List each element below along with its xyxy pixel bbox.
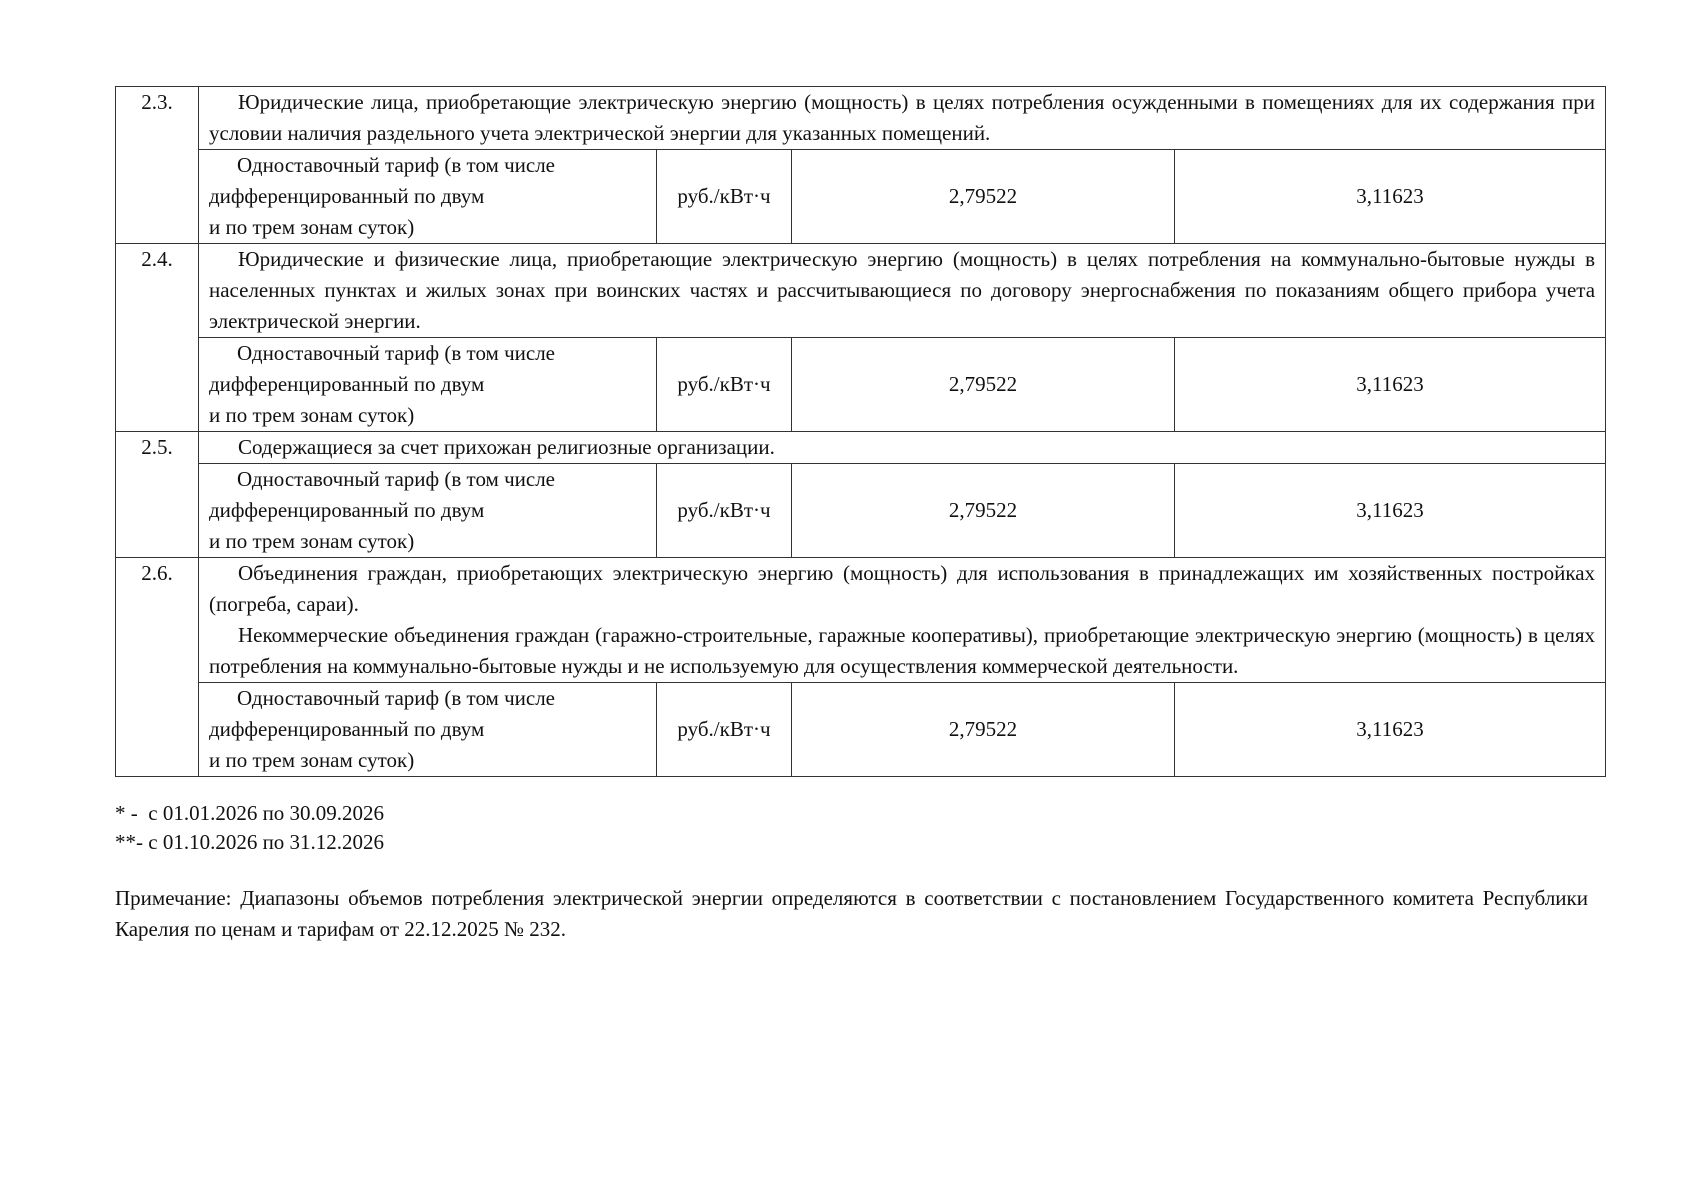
tariff-value-second-period: 3,11623	[1175, 464, 1606, 558]
tariff-name-line: дифференцированный по двум	[209, 498, 485, 522]
tariff-name-line: дифференцированный по двум	[209, 717, 485, 741]
description-paragraph: Объединения граждан, приобретающих электрическую энергию (мощность) для использования в принадлежащих им хозяйственных постройках (погреба, сараи).	[209, 561, 1596, 616]
category-description	[199, 558, 1606, 683]
tariff-name-line: Одноставочный тариф (в том числе	[237, 341, 556, 365]
tariff-value-first-period: 2,79522	[792, 150, 1175, 244]
tariff-unit: руб./кВт·ч	[657, 150, 792, 244]
tariff-name-line: Одноставочный тариф (в том числе	[237, 153, 556, 177]
tariff-value-second-period: 3,11623	[1175, 150, 1606, 244]
tariff-row	[116, 464, 1606, 558]
row-number: 2.5.	[116, 432, 199, 558]
tariff-name-line: и по трем зонам суток)	[209, 215, 415, 239]
category-description	[199, 432, 1606, 464]
row-number: 2.6.	[116, 558, 199, 777]
tariff-value-second-period: 3,11623	[1175, 338, 1606, 432]
tariff-name-line: и по трем зонам суток)	[209, 403, 415, 427]
tariff-name-line: Одноставочный тариф (в том числе	[237, 686, 556, 710]
tariff-row	[116, 683, 1606, 777]
tariff-table	[115, 86, 1606, 777]
row-number: 2.3.	[116, 87, 199, 244]
tariff-name	[199, 150, 657, 244]
tariff-unit: руб./кВт·ч	[657, 338, 792, 432]
footnotes	[115, 799, 384, 857]
description-paragraph: Некоммерческие объединения граждан (гаражно-строительные, гаражные кооперативы), приобретающие электрическую энергию (мощность) в целях потребления на коммунально-бытовые нужды и не используемую для осуществления коммерческой деятельности.	[209, 623, 1596, 678]
tariff-name	[199, 683, 657, 777]
tariff-value-first-period: 2,79522	[792, 683, 1175, 777]
tariff-name-line: и по трем зонам суток)	[209, 748, 415, 772]
tariff-name-line: дифференцированный по двум	[209, 184, 485, 208]
tariff-name-line: и по трем зонам суток)	[209, 529, 415, 553]
tariff-row	[116, 150, 1606, 244]
tariff-unit: руб./кВт·ч	[657, 683, 792, 777]
tariff-name-line: Одноставочный тариф (в том числе	[237, 467, 556, 491]
category-description	[199, 87, 1606, 150]
category-row	[116, 432, 1606, 464]
row-number: 2.4.	[116, 244, 199, 432]
tariff-value-first-period: 2,79522	[792, 464, 1175, 558]
description-paragraph: Содержащиеся за счет прихожан религиозные организации.	[238, 435, 775, 459]
tariff-name-line: дифференцированный по двум	[209, 372, 485, 396]
category-row	[116, 244, 1606, 338]
note-paragraph: Примечание: Диапазоны объемов потребления электрической энергии определяются в соответствии с постановлением Государственного комитета Республики Карелия по ценам и тарифам от 22.12.2025 № 232.	[115, 886, 1588, 941]
tariff-value-first-period: 2,79522	[792, 338, 1175, 432]
description-paragraph: Юридические лица, приобретающие электрическую энергию (мощность) в целях потребления осужденными в помещениях для их содержания при условии наличия раздельного учета электрической энергии для указанных помещений.	[209, 90, 1596, 145]
tariff-name	[199, 464, 657, 558]
category-description	[199, 244, 1606, 338]
tariff-row	[116, 338, 1606, 432]
category-row	[116, 87, 1606, 150]
description-paragraph: Юридические и физические лица, приобретающие электрическую энергию (мощность) в целях потребления на коммунально-бытовые нужды в населенных пунктах и жилых зонах при воинских частях и рассчитывающиеся по договору энергоснабжения по показаниям общего прибора учета электрической энергии.	[209, 247, 1596, 333]
tariff-unit: руб./кВт·ч	[657, 464, 792, 558]
tariff-value-second-period: 3,11623	[1175, 683, 1606, 777]
category-row	[116, 558, 1606, 683]
footnote-first-period: * - с 01.01.2026 по 30.09.2026	[115, 801, 385, 825]
tariff-name	[199, 338, 657, 432]
footnote-second-period: **- с 01.10.2026 по 31.12.2026	[115, 830, 385, 854]
